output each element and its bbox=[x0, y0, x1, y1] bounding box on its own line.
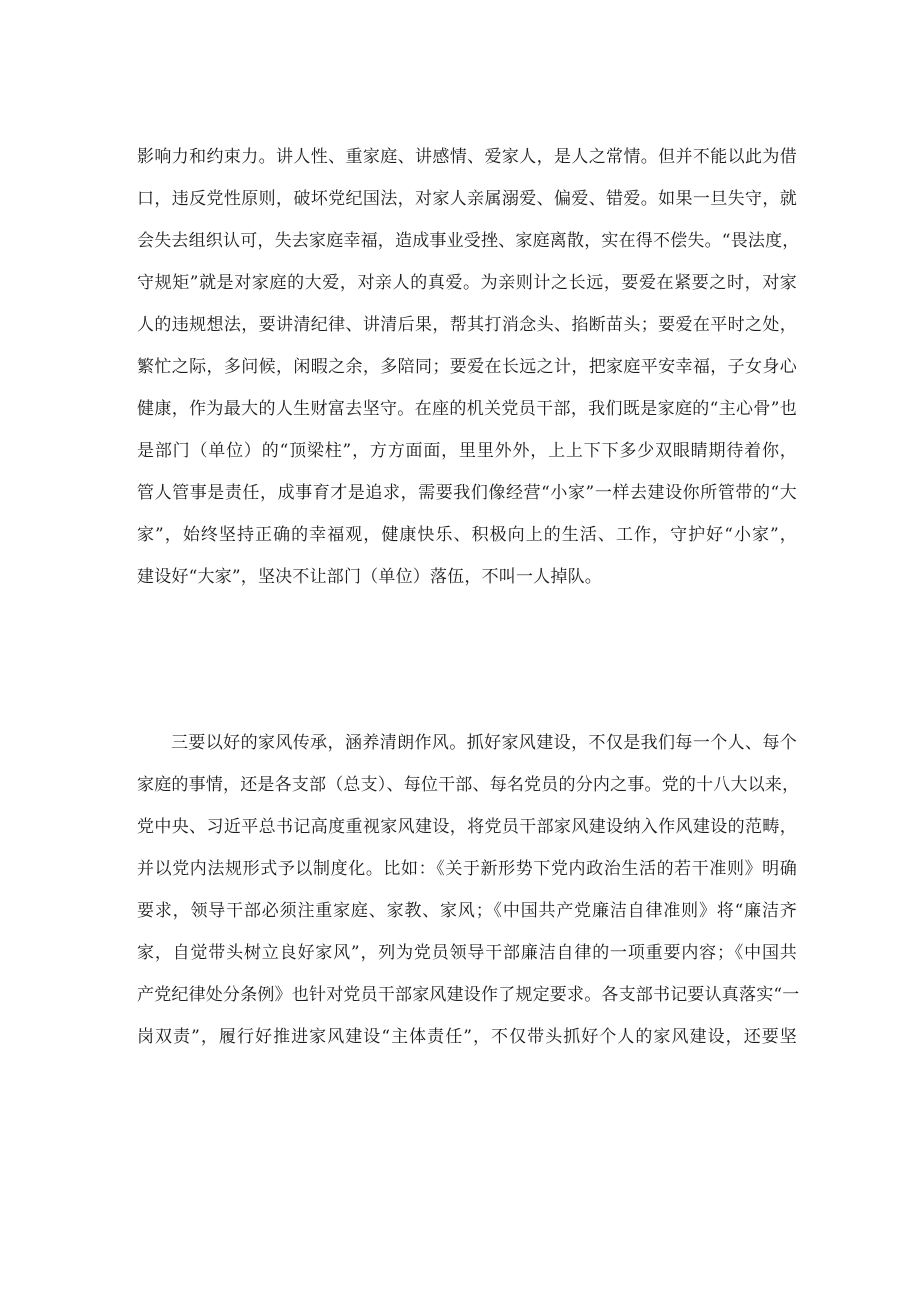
text-line: 影响力和约束力。讲人性、重家庭、讲感情、爱家人，是人之常情。但并不能以此为借 bbox=[137, 147, 797, 167]
text-line: 三要以好的家风传承，涵养清朗作风。抓好家风建设，不仅是我们每一个人、每个 bbox=[171, 733, 797, 753]
text-line: 建设好“大家”，坚决不让部门（单位）落伍，不叫一人掉队。 bbox=[137, 567, 602, 587]
paragraph-1 bbox=[137, 136, 800, 598]
text-line: 繁忙之际，多问候，闲暇之余，多陪同；要爱在长远之计，把家庭平安幸福，子女身心 bbox=[137, 357, 797, 377]
text-line: 党中央、习近平总书记高度重视家风建设，将党员干部家风建设纳入作风建设的范畴， bbox=[137, 817, 797, 837]
text-line: 岗双责”，履行好推进家风建设“主体责任”，不仅带头抓好个人的家风建设，还要坚 bbox=[137, 1027, 797, 1047]
paragraph-2 bbox=[137, 722, 800, 1058]
text-line: 口，违反党性原则，破坏党纪国法，对家人亲属溺爱、偏爱、错爱。如果一旦失守，就 bbox=[137, 189, 797, 209]
text-line: 家”，始终坚持正确的幸福观，健康快乐、积极向上的生活、工作，守护好“小家”， bbox=[137, 525, 797, 545]
text-line: 是部门（单位）的“顶梁柱”，方方面面，里里外外，上上下下多少双眼睛期待着你， bbox=[137, 441, 797, 461]
text-line: 管人管事是责任，成事育才是追求，需要我们像经营“小家”一样去建设你所管带的“大 bbox=[137, 483, 797, 503]
text-line: 家庭的事情，还是各支部（总支）、每位干部、每名党员的分内之事。党的十八大以来， bbox=[137, 775, 800, 795]
text-line: 并以党内法规形式予以制度化。比如：《关于新形势下党内政治生活的若干准则》明确 bbox=[137, 859, 797, 879]
text-line: 会失去组织认可，失去家庭幸福，造成事业受挫、家庭离散，实在得不偿失。“畏法度， bbox=[137, 231, 800, 251]
text-line: 家，自觉带头树立良好家风”，列为党员领导干部廉洁自律的一项重要内容；《中国共 bbox=[137, 943, 797, 963]
text-line: 人的违规想法，要讲清纪律、讲清后果，帮其打消念头、掐断苗头；要爱在平时之处， bbox=[137, 315, 797, 335]
text-line: 守规矩”就是对家庭的大爱，对亲人的真爱。为亲则计之长远，要爱在紧要之时，对家 bbox=[137, 273, 797, 293]
text-line: 健康，作为最大的人生财富去坚守。在座的机关党员干部，我们既是家庭的“主心骨”也 bbox=[137, 399, 797, 419]
text-line: 产党纪律处分条例》也针对党员干部家风建设作了规定要求。各支部书记要认真落实“一 bbox=[137, 985, 800, 1005]
text-line: 要求，领导干部必须注重家庭、家教、家风；《中国共产党廉洁自律准则》将“廉洁齐 bbox=[137, 901, 797, 921]
